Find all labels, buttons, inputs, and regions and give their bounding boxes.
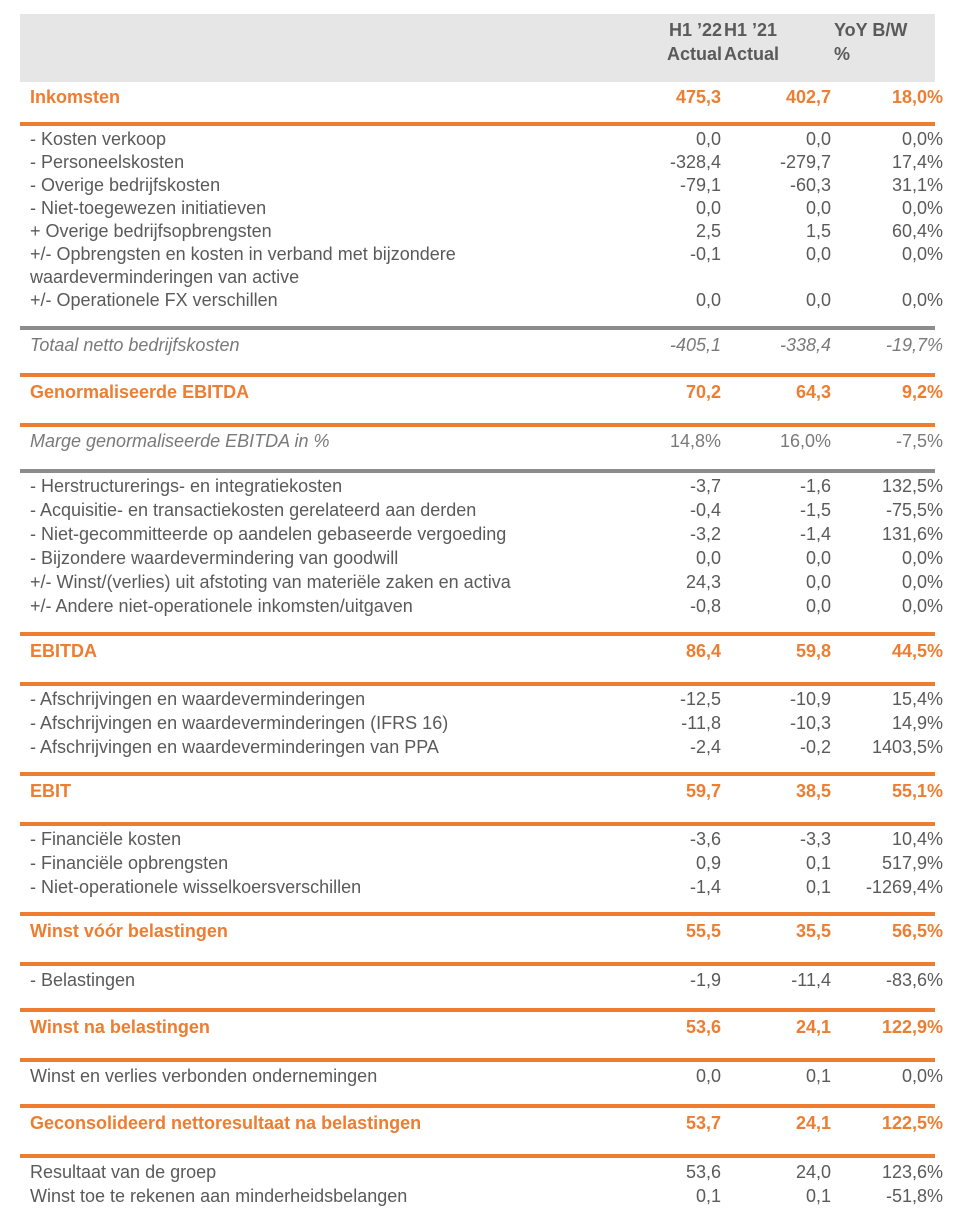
- value-h1-22: 53,7: [685, 1113, 721, 1133]
- value-yoy: 55,1%: [891, 781, 943, 801]
- header-type: Actual: [724, 44, 780, 64]
- value-yoy: 44,5%: [891, 641, 943, 661]
- value-h1-21: -338,4: [779, 335, 831, 355]
- value-yoy: 10,4%: [891, 829, 943, 849]
- value-h1-21: 24,0: [795, 1162, 831, 1182]
- value-h1-21: 38,5: [795, 781, 831, 801]
- value-yoy: -19,7%: [885, 335, 943, 355]
- value-yoy: -7,5%: [895, 431, 943, 451]
- table-row: [20, 289, 943, 312]
- value-h1-21: -3,3: [799, 829, 831, 849]
- separator: [20, 1104, 935, 1108]
- row-ebitda: [20, 640, 943, 663]
- value-h1-21: 0,0: [805, 572, 831, 592]
- value-h1-22: 55,5: [685, 921, 721, 941]
- row-totaal-netto-bedrijfskosten: [20, 334, 943, 357]
- row-label: - Niet-toegewezen initiatieven: [30, 198, 267, 218]
- value-yoy: 0,0%: [901, 244, 943, 264]
- value-yoy: 14,9%: [891, 713, 943, 733]
- table-row: [20, 688, 943, 712]
- header-period: YoY B/W: [834, 20, 908, 40]
- row-genormaliseerde-ebitda: [20, 381, 943, 404]
- section-financial: [20, 826, 943, 900]
- value-yoy: 0,0%: [901, 290, 943, 310]
- table-row: [20, 523, 943, 547]
- table-row: [20, 151, 943, 174]
- value-h1-22: -405,1: [669, 335, 721, 355]
- value-yoy: 60,4%: [891, 221, 943, 241]
- value-h1-21: 0,1: [805, 1066, 831, 1086]
- value-yoy: 15,4%: [891, 689, 943, 709]
- value-h1-22: -0,1: [689, 244, 721, 264]
- row-label: Winst vóór belastingen: [30, 921, 228, 941]
- table-row: [20, 547, 943, 571]
- row-label-line1: +/- Opbrengsten en kosten in verband met bijzondere: [30, 244, 456, 264]
- value-h1-21: -60,3: [789, 175, 831, 195]
- row-label: +/- Winst/(verlies) uit afstoting van materiële zaken en activa: [30, 572, 511, 592]
- value-h1-21: 0,1: [805, 853, 831, 873]
- row-winst-na-belastingen: [20, 1016, 943, 1039]
- value-h1-21: -1,4: [799, 524, 831, 544]
- table-row: [20, 1161, 943, 1185]
- value-yoy: 0,0%: [901, 1066, 943, 1086]
- row-label: Winst na belastingen: [30, 1017, 210, 1037]
- table-row: [20, 174, 943, 197]
- value-h1-22: 0,0: [695, 129, 721, 149]
- value-h1-21: 0,0: [805, 198, 831, 218]
- value-h1-22: 0,0: [695, 290, 721, 310]
- value-h1-21: 24,1: [795, 1017, 831, 1037]
- row-label: - Niet-operationele wisselkoersverschillen: [30, 877, 362, 897]
- value-h1-21: -10,3: [789, 713, 831, 733]
- value-h1-22: -12,5: [679, 689, 721, 709]
- value-h1-22: 59,7: [685, 781, 721, 801]
- value-h1-22: 53,6: [685, 1017, 721, 1037]
- separator: [20, 1008, 935, 1012]
- value-h1-21: -1,5: [799, 500, 831, 520]
- income-statement-table: [20, 14, 943, 1209]
- value-h1-22: 86,4: [685, 641, 721, 661]
- value-yoy: 17,4%: [891, 152, 943, 172]
- row-label: - Overige bedrijfskosten: [30, 175, 221, 195]
- row-label: - Kosten verkoop: [30, 129, 167, 149]
- row-label: - Acquisitie- en transactiekosten gerelateerd aan derden: [30, 500, 477, 520]
- value-h1-21: 0,0: [805, 596, 831, 616]
- value-h1-22: 0,0: [695, 548, 721, 568]
- value-h1-21: -279,7: [779, 152, 831, 172]
- row-label-line2: waardeverminderingen van active: [30, 267, 300, 287]
- row-label: Inkomsten: [30, 87, 121, 107]
- row-label: - Financiële opbrengsten: [30, 853, 229, 873]
- value-h1-21: 0,0: [805, 548, 831, 568]
- row-label: - Niet-gecommitteerde op aandelen gebaseerde vergoeding: [30, 524, 507, 544]
- value-h1-22: -1,4: [689, 877, 721, 897]
- value-yoy: 56,5%: [891, 921, 943, 941]
- value-h1-22: 0,1: [695, 1186, 721, 1206]
- value-yoy: 1403,5%: [871, 737, 943, 757]
- table-row: [20, 595, 943, 619]
- row-ebit: [20, 780, 943, 803]
- value-h1-22: -3,7: [689, 476, 721, 496]
- table-row: [20, 969, 943, 992]
- table-row: [20, 571, 943, 595]
- value-h1-22: 2,5: [695, 221, 721, 241]
- row-label: EBITDA: [30, 641, 97, 661]
- row-winst-voor-belastingen: [20, 920, 943, 943]
- section-depreciation: [20, 686, 943, 760]
- row-label: - Bijzondere waardevermindering van goodwill: [30, 548, 399, 568]
- section-costs: [20, 126, 943, 312]
- value-yoy: 131,6%: [881, 524, 943, 544]
- value-h1-21: 1,5: [805, 221, 831, 241]
- value-h1-22: -1,9: [689, 970, 721, 990]
- row-label: - Personeelskosten: [30, 152, 185, 172]
- row-label: Resultaat van de groep: [30, 1162, 217, 1182]
- table-row: [20, 852, 943, 876]
- value-yoy: 122,5%: [881, 1113, 943, 1133]
- value-h1-21: 64,3: [795, 382, 831, 402]
- row-label: - Belastingen: [30, 970, 136, 990]
- row-label: Totaal netto bedrijfskosten: [30, 335, 240, 355]
- value-h1-21: 59,8: [795, 641, 831, 661]
- table-row: [20, 828, 943, 852]
- separator: [20, 373, 935, 377]
- value-h1-22: 53,6: [685, 1162, 721, 1182]
- value-h1-21: 0,1: [805, 1186, 831, 1206]
- separator: [20, 326, 935, 330]
- table-row: [20, 499, 943, 523]
- value-yoy: 123,6%: [881, 1162, 943, 1182]
- table-row: [20, 712, 943, 736]
- value-h1-22: 14,8%: [669, 431, 721, 451]
- value-h1-21: 16,0%: [779, 431, 831, 451]
- row-marge-ebitda: [20, 430, 943, 453]
- row-label: +/- Andere niet-operationele inkomsten/uitgaven: [30, 596, 413, 616]
- value-h1-22: 0,9: [695, 853, 721, 873]
- row-label: + Overige bedrijfsopbrengsten: [30, 221, 272, 241]
- value-yoy: 122,9%: [881, 1017, 943, 1037]
- table-row: [20, 243, 943, 289]
- value-yoy: 0,0%: [901, 129, 943, 149]
- value-h1-22: -79,1: [679, 175, 721, 195]
- row-label: [30, 243, 590, 289]
- value-yoy: 18,0%: [891, 87, 943, 107]
- value-h1-21: 24,1: [795, 1113, 831, 1133]
- value-yoy: -1269,4%: [865, 877, 943, 897]
- value-h1-21: -10,9: [789, 689, 831, 709]
- header-period: H1 ’22: [668, 20, 722, 40]
- row-label: Geconsolideerd nettoresultaat na belastingen: [30, 1113, 422, 1133]
- value-h1-21: -11,4: [791, 970, 831, 990]
- row-label: - Financiële kosten: [30, 829, 182, 849]
- separator: [20, 962, 935, 966]
- table-row: [20, 736, 943, 760]
- value-h1-21: 35,5: [795, 921, 831, 941]
- separator: [20, 632, 935, 636]
- section-non-operational: [20, 473, 943, 619]
- header-period: H1 ’21: [724, 20, 778, 40]
- value-h1-22: 475,3: [675, 87, 721, 107]
- value-h1-22: -2,4: [689, 737, 721, 757]
- header-h1-21: [724, 18, 806, 66]
- value-h1-22: -3,6: [689, 829, 721, 849]
- value-h1-21: 0,0: [805, 129, 831, 149]
- table-row: [20, 475, 943, 499]
- value-h1-22: -0,4: [689, 500, 721, 520]
- value-yoy: 517,9%: [881, 853, 943, 873]
- value-h1-22: -0,8: [689, 596, 721, 616]
- value-yoy: -51,8%: [885, 1186, 943, 1206]
- table-row: [20, 876, 943, 900]
- value-h1-21: 402,7: [785, 87, 831, 107]
- table-row: [20, 197, 943, 220]
- value-yoy: 9,2%: [901, 382, 943, 402]
- value-yoy: 0,0%: [901, 572, 943, 592]
- value-h1-22: -11,8: [681, 713, 721, 733]
- row-label: Winst en verlies verbonden ondernemingen: [30, 1066, 378, 1086]
- value-yoy: -75,5%: [885, 500, 943, 520]
- row-label: Genormaliseerde EBITDA: [30, 382, 250, 402]
- row-label: Marge genormaliseerde EBITDA in %: [30, 431, 330, 451]
- row-label: - Afschrijvingen en waardeverminderingen: [30, 689, 366, 709]
- row-label: - Afschrijvingen en waardeverminderingen van PPA: [30, 737, 439, 757]
- table-row: [20, 1185, 943, 1209]
- value-h1-22: -3,2: [689, 524, 721, 544]
- table-header: [20, 14, 935, 82]
- value-h1-21: 0,1: [805, 877, 831, 897]
- row-label: - Herstructurerings- en integratiekosten: [30, 476, 343, 496]
- value-h1-22: 24,3: [685, 572, 721, 592]
- row-label: Winst toe te rekenen aan minderheidsbelangen: [30, 1186, 408, 1206]
- table-row: [20, 1065, 943, 1088]
- table-row: [20, 220, 943, 243]
- header-yoy: [834, 18, 934, 66]
- value-h1-21: 0,0: [805, 244, 831, 264]
- value-h1-22: 0,0: [695, 198, 721, 218]
- separator: [20, 772, 935, 776]
- row-label: - Afschrijvingen en waardeverminderingen (IFRS 16): [30, 713, 449, 733]
- section-allocation: [20, 1158, 943, 1209]
- separator: [20, 423, 935, 427]
- value-yoy: 132,5%: [881, 476, 943, 496]
- header-type: %: [834, 44, 851, 64]
- value-yoy: 0,0%: [901, 198, 943, 218]
- row-inkomsten: [20, 86, 943, 114]
- row-geconsolideerd-nettoresultaat: [20, 1112, 943, 1135]
- separator: [20, 912, 935, 916]
- value-yoy: -83,6%: [885, 970, 943, 990]
- separator: [20, 1058, 935, 1062]
- value-yoy: 31,1%: [891, 175, 943, 195]
- value-h1-22: -328,4: [669, 152, 721, 172]
- table-row: [20, 128, 943, 151]
- value-h1-21: -0,2: [799, 737, 831, 757]
- header-type: Actual: [666, 44, 722, 64]
- value-yoy: 0,0%: [901, 596, 943, 616]
- value-h1-22: 70,2: [685, 382, 721, 402]
- row-label: +/- Operationele FX verschillen: [30, 290, 278, 310]
- value-h1-21: -1,6: [799, 476, 831, 496]
- value-h1-22: 0,0: [695, 1066, 721, 1086]
- row-label: EBIT: [30, 781, 72, 801]
- value-h1-21: 0,0: [805, 290, 831, 310]
- value-yoy: 0,0%: [901, 548, 943, 568]
- header-h1-22: [640, 18, 722, 66]
